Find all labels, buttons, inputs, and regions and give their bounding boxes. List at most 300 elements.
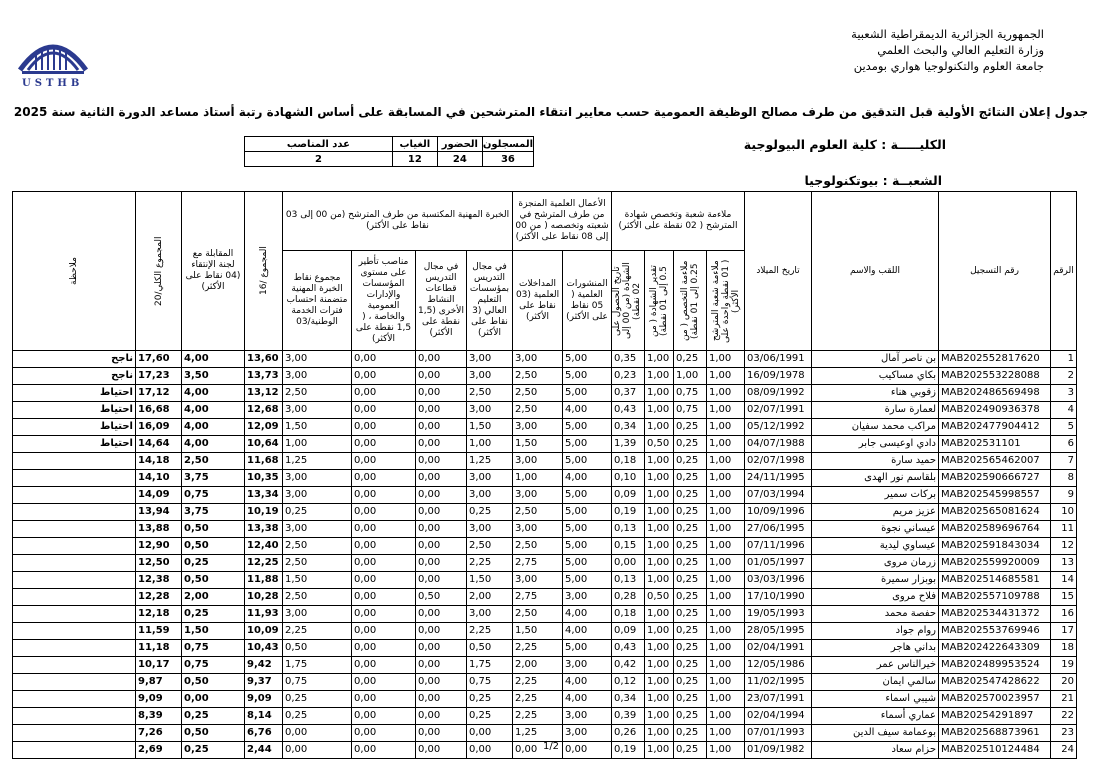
table-cell: 12,40 <box>245 538 283 555</box>
table-cell: 05/12/1992 <box>745 419 812 436</box>
table-cell: 8 <box>1051 470 1077 487</box>
table-cell: 0,13 <box>612 572 645 589</box>
col-c3 <box>645 251 674 351</box>
table-cell: 0,00 <box>352 555 416 572</box>
table-cell: MAB202534431372 <box>939 606 1051 623</box>
table-cell: 1,00 <box>645 572 674 589</box>
table-cell: 4,00 <box>563 691 612 708</box>
table-cell: 1,39 <box>612 436 645 453</box>
col-notes <box>13 192 136 351</box>
table-cell: 10,35 <box>245 470 283 487</box>
table-cell: 3,00 <box>513 419 563 436</box>
table-cell: 0,00 <box>352 742 416 759</box>
table-cell: 0,25 <box>467 504 513 521</box>
table-cell: 0,13 <box>612 521 645 538</box>
table-cell: 16,09 <box>136 419 182 436</box>
page-number: 1/2 <box>542 741 560 752</box>
table-cell: 02/04/1991 <box>745 640 812 657</box>
col-c10: مجموع نقاط الخبرة المهنية متضمنة احتساب فترات الخدمة الوطنية/03 <box>283 251 352 351</box>
table-cell: 0,00 <box>416 521 467 538</box>
table-cell: 1,00 <box>645 742 674 759</box>
table-cell: 0,00 <box>352 674 416 691</box>
table-cell: 1,00 <box>707 419 745 436</box>
table-cell: 0,00 <box>352 504 416 521</box>
table-cell: ناجح <box>13 351 136 368</box>
table-cell: 3,00 <box>467 402 513 419</box>
table-cell: 3,00 <box>513 487 563 504</box>
table-cell: 03/03/1996 <box>745 572 812 589</box>
table-cell: 18 <box>1051 640 1077 657</box>
table-cell: 3,00 <box>283 470 352 487</box>
table-cell: 0,42 <box>612 657 645 674</box>
present-label: الحضور <box>437 137 482 152</box>
table-cell <box>13 487 136 504</box>
table-cell: 1,00 <box>707 640 745 657</box>
table-cell: MAB202559920009 <box>939 555 1051 572</box>
table-cell: 02/04/1994 <box>745 708 812 725</box>
table-cell: 22 <box>1051 708 1077 725</box>
table-cell: 4,00 <box>563 623 612 640</box>
table-cell: 2,50 <box>467 538 513 555</box>
table-cell: 1,50 <box>513 436 563 453</box>
table-cell: 0,50 <box>182 521 245 538</box>
table-cell: 1,00 <box>645 419 674 436</box>
table-cell: 0,00 <box>467 725 513 742</box>
table-cell: 1,00 <box>707 606 745 623</box>
table-cell: 2,69 <box>136 742 182 759</box>
col-total20 <box>136 192 182 351</box>
table-cell: 1,00 <box>707 368 745 385</box>
table-cell: 3,75 <box>182 504 245 521</box>
table-cell: خيرالناس عمر <box>812 657 939 674</box>
table-cell: 07/03/1994 <box>745 487 812 504</box>
table-row <box>13 487 1077 504</box>
table-cell: 0,35 <box>612 351 645 368</box>
table-cell: 24/11/1995 <box>745 470 812 487</box>
table-cell: 1,00 <box>707 504 745 521</box>
table-cell: 5,00 <box>563 436 612 453</box>
table-row <box>13 674 1077 691</box>
table-cell: 3,00 <box>467 606 513 623</box>
table-cell: حميد سارة <box>812 453 939 470</box>
table-cell: 1,00 <box>645 708 674 725</box>
table-cell: 02/07/1991 <box>745 402 812 419</box>
table-cell: 0,19 <box>612 742 645 759</box>
table-cell: ناجح <box>13 368 136 385</box>
table-cell: 0,00 <box>416 674 467 691</box>
table-cell: 1,00 <box>707 623 745 640</box>
table-cell: 3,00 <box>563 725 612 742</box>
table-cell <box>13 623 136 640</box>
table-cell: 6 <box>1051 436 1077 453</box>
table-cell: 0,25 <box>283 708 352 725</box>
col-birth: تاريخ الميلاد <box>745 192 812 351</box>
table-cell: 12 <box>1051 538 1077 555</box>
table-cell: 13,38 <box>245 521 283 538</box>
table-cell: 0,00 <box>352 589 416 606</box>
table-cell: 07/01/1993 <box>745 725 812 742</box>
table-cell: 0,00 <box>352 572 416 589</box>
table-cell: 0,25 <box>674 708 707 725</box>
table-cell: 3,00 <box>513 453 563 470</box>
table-cell: 5,00 <box>563 419 612 436</box>
absent-label: الغياب <box>392 137 437 152</box>
table-cell: 4,00 <box>563 402 612 419</box>
table-cell: بكاي مساكيب <box>812 368 939 385</box>
table-cell: 0,50 <box>182 674 245 691</box>
table-cell: 1,00 <box>513 470 563 487</box>
table-cell <box>13 555 136 572</box>
table-cell <box>13 453 136 470</box>
table-cell: 6,76 <box>245 725 283 742</box>
table-cell: 5,00 <box>563 487 612 504</box>
col-notes-label: ملاحظة <box>69 257 79 285</box>
table-row <box>13 419 1077 436</box>
table-cell: 12,68 <box>245 402 283 419</box>
table-cell: 5,00 <box>563 555 612 572</box>
table-row <box>13 521 1077 538</box>
table-cell: مراكب محمد سفيان <box>812 419 939 436</box>
table-cell: 2,50 <box>513 538 563 555</box>
table-cell: 0,00 <box>612 555 645 572</box>
table-cell: 17 <box>1051 623 1077 640</box>
table-cell: 3,00 <box>563 708 612 725</box>
table-cell: 2,25 <box>513 640 563 657</box>
table-cell: 1,25 <box>513 725 563 742</box>
table-cell: MAB202514685581 <box>939 572 1051 589</box>
table-cell: 14,18 <box>136 453 182 470</box>
table-cell: 1,00 <box>645 351 674 368</box>
table-cell: 13,94 <box>136 504 182 521</box>
table-cell: 0,37 <box>612 385 645 402</box>
table-cell: 1,00 <box>645 470 674 487</box>
col-reg: رقم التسجيل <box>939 192 1051 351</box>
table-cell: 3,00 <box>513 351 563 368</box>
table-cell: 3,00 <box>283 351 352 368</box>
table-cell: 0,75 <box>182 487 245 504</box>
table-cell: 0,00 <box>416 708 467 725</box>
table-cell: 0,25 <box>467 691 513 708</box>
table-cell: احتياط <box>13 402 136 419</box>
table-cell: بوعمامة سيف الدين <box>812 725 939 742</box>
table-cell: 16 <box>1051 606 1077 623</box>
table-cell: 7 <box>1051 453 1077 470</box>
table-cell: 10 <box>1051 504 1077 521</box>
table-cell: 0,00 <box>352 708 416 725</box>
table-cell: 0,00 <box>352 470 416 487</box>
table-cell <box>13 538 136 555</box>
table-cell: فلاح مروى <box>812 589 939 606</box>
table-cell: 4,00 <box>182 351 245 368</box>
table-cell: 0,75 <box>283 674 352 691</box>
table-cell: MAB202477904412 <box>939 419 1051 436</box>
table-cell: MAB202553228088 <box>939 368 1051 385</box>
table-cell <box>13 674 136 691</box>
table-cell: 1,00 <box>674 368 707 385</box>
table-cell: احتياط <box>13 419 136 436</box>
table-cell: 0,75 <box>467 674 513 691</box>
table-cell: 2,50 <box>182 453 245 470</box>
table-cell: 01/09/1982 <box>745 742 812 759</box>
table-cell: 0,23 <box>612 368 645 385</box>
table-cell: زرمان مروى <box>812 555 939 572</box>
table-cell: 20 <box>1051 674 1077 691</box>
table-cell: 10,28 <box>245 589 283 606</box>
table-row <box>13 640 1077 657</box>
results-body <box>13 351 1077 759</box>
table-cell: 4,00 <box>563 674 612 691</box>
table-cell: 2,75 <box>513 555 563 572</box>
table-row <box>13 708 1077 725</box>
registered-value: 36 <box>482 152 533 167</box>
table-cell: 1,50 <box>467 419 513 436</box>
table-row <box>13 657 1077 674</box>
table-cell: 16/09/1978 <box>745 368 812 385</box>
header-line: وزارة التعليم العالي والبحث العلمي <box>877 43 1044 57</box>
table-cell: 1,00 <box>707 402 745 419</box>
col-num: الرقم <box>1051 192 1077 351</box>
table-cell: 2,25 <box>467 623 513 640</box>
table-cell: 0,00 <box>352 402 416 419</box>
table-cell: 0,25 <box>182 606 245 623</box>
table-cell: 0,00 <box>416 555 467 572</box>
table-cell: MAB202545998557 <box>939 487 1051 504</box>
table-cell: 2 <box>1051 368 1077 385</box>
table-cell: 1,50 <box>513 623 563 640</box>
table-cell: 2,00 <box>182 589 245 606</box>
table-cell: 1,00 <box>707 657 745 674</box>
table-cell: 17,12 <box>136 385 182 402</box>
table-cell: 07/11/1996 <box>745 538 812 555</box>
col-c2-label: ملاءمة التخصص ( من 0.25 إلى 01 نقطة) <box>680 260 701 341</box>
table-cell: 12,25 <box>245 555 283 572</box>
table-cell: 13,73 <box>245 368 283 385</box>
table-cell: 12,50 <box>136 555 182 572</box>
table-cell: 0,00 <box>416 385 467 402</box>
table-cell: 12/05/1986 <box>745 657 812 674</box>
table-cell: 1,00 <box>707 742 745 759</box>
col-total16-label: المجموع /16 <box>258 246 269 296</box>
table-cell: 12,09 <box>245 419 283 436</box>
table-cell: 0,25 <box>467 708 513 725</box>
table-cell: 0,12 <box>612 674 645 691</box>
table-cell: 0,50 <box>283 640 352 657</box>
table-cell: 0,25 <box>674 521 707 538</box>
table-cell: 1,00 <box>707 487 745 504</box>
table-cell: 12,28 <box>136 589 182 606</box>
table-row <box>13 351 1077 368</box>
table-cell: 17/10/1990 <box>745 589 812 606</box>
table-cell: 10,17 <box>136 657 182 674</box>
table-cell: بداني هاجر <box>812 640 939 657</box>
table-cell: 0,75 <box>674 402 707 419</box>
table-cell: 0,25 <box>674 640 707 657</box>
table-cell: 0,39 <box>612 708 645 725</box>
table-cell: 0,25 <box>674 419 707 436</box>
table-cell: 1,00 <box>707 538 745 555</box>
table-cell <box>13 606 136 623</box>
table-cell: MAB202490936378 <box>939 402 1051 419</box>
table-row <box>13 368 1077 385</box>
table-cell: احتياط <box>13 385 136 402</box>
table-cell: 4,00 <box>182 385 245 402</box>
table-cell: 0,75 <box>182 640 245 657</box>
table-cell: 4,00 <box>182 419 245 436</box>
table-cell: احتياط <box>13 436 136 453</box>
table-cell: 2,25 <box>467 555 513 572</box>
table-cell: 2,50 <box>513 504 563 521</box>
table-cell: 0,00 <box>416 742 467 759</box>
col-interview: المقابلة مع لجنة الإنتقاء (04 نقاط على الأكثر) <box>182 192 245 351</box>
table-cell: MAB202553769946 <box>939 623 1051 640</box>
table-cell: 24 <box>1051 742 1077 759</box>
group-specialty: ملاءمة شعبة وتخصص شهادة المترشح ( 02 نقطة على الأكثر) <box>612 192 745 251</box>
table-cell: 0,00 <box>563 742 612 759</box>
table-cell: 0,00 <box>416 538 467 555</box>
table-cell: سالمي ايمان <box>812 674 939 691</box>
table-row <box>13 402 1077 419</box>
table-cell: 0,00 <box>283 725 352 742</box>
table-cell: 19/05/1993 <box>745 606 812 623</box>
logo-arch-icon <box>16 30 90 76</box>
table-cell: 5,00 <box>563 640 612 657</box>
table-cell: 3,00 <box>467 487 513 504</box>
table-cell: 13 <box>1051 555 1077 572</box>
table-cell: 2,44 <box>245 742 283 759</box>
table-cell: 1,00 <box>645 674 674 691</box>
table-cell: 10,43 <box>245 640 283 657</box>
table-cell: شيبي اسماء <box>812 691 939 708</box>
institution-header <box>851 26 1044 74</box>
table-cell: 0,00 <box>513 742 563 759</box>
table-cell: 3,00 <box>467 521 513 538</box>
table-cell: 10,09 <box>245 623 283 640</box>
table-cell: 0,18 <box>612 606 645 623</box>
table-cell <box>13 640 136 657</box>
table-cell: 1,50 <box>283 419 352 436</box>
table-cell: 8,14 <box>245 708 283 725</box>
table-cell: 1,50 <box>182 623 245 640</box>
table-cell: 5,00 <box>563 453 612 470</box>
table-cell: 0,50 <box>416 589 467 606</box>
table-cell: 1,00 <box>645 385 674 402</box>
table-cell: 1,00 <box>707 589 745 606</box>
table-cell: 0,00 <box>352 725 416 742</box>
table-cell: 14,64 <box>136 436 182 453</box>
table-cell: 1,00 <box>707 725 745 742</box>
table-cell: 0,75 <box>674 385 707 402</box>
table-cell: 0,18 <box>612 453 645 470</box>
table-cell: 2,25 <box>513 691 563 708</box>
table-cell: 9,09 <box>245 691 283 708</box>
table-cell: 2,50 <box>467 385 513 402</box>
table-cell: 12,90 <box>136 538 182 555</box>
table-cell: MAB202590666727 <box>939 470 1051 487</box>
table-cell: 0,00 <box>416 402 467 419</box>
table-cell: 7,26 <box>136 725 182 742</box>
table-cell: 3,00 <box>563 657 612 674</box>
table-cell: 2,50 <box>513 402 563 419</box>
table-cell: 5,00 <box>563 572 612 589</box>
table-cell <box>13 589 136 606</box>
table-cell <box>13 725 136 742</box>
table-cell: 0,25 <box>674 436 707 453</box>
table-cell: 28/05/1995 <box>745 623 812 640</box>
table-cell: 0,25 <box>674 453 707 470</box>
table-cell: 0,15 <box>612 538 645 555</box>
table-cell: 0,00 <box>416 504 467 521</box>
table-cell: 1,00 <box>645 606 674 623</box>
table-cell: MAB202422643309 <box>939 640 1051 657</box>
table-cell: 0,00 <box>416 351 467 368</box>
table-cell: 0,00 <box>416 691 467 708</box>
table-cell: 0,25 <box>182 555 245 572</box>
table-cell: 0,75 <box>182 657 245 674</box>
table-cell: 3,00 <box>563 589 612 606</box>
table-cell: 0,00 <box>352 538 416 555</box>
table-cell: 0,09 <box>612 487 645 504</box>
posts-value: 2 <box>245 152 393 167</box>
table-cell <box>13 521 136 538</box>
table-cell: 10,19 <box>245 504 283 521</box>
table-cell: 0,25 <box>674 691 707 708</box>
faculty-label: الكليـــــة : كلية العلوم البيولوجية <box>743 137 946 152</box>
table-cell: 0,00 <box>416 640 467 657</box>
table-cell: 9,37 <box>245 674 283 691</box>
table-cell: 1,00 <box>645 691 674 708</box>
table-cell: 2,25 <box>513 708 563 725</box>
table-cell: 0,25 <box>674 589 707 606</box>
table-cell: حزام سعاد <box>812 742 939 759</box>
col-c1 <box>707 251 745 351</box>
table-cell: 11,18 <box>136 640 182 657</box>
table-cell: لعمارة سارة <box>812 402 939 419</box>
table-cell: 0,34 <box>612 419 645 436</box>
table-cell: 0,00 <box>352 368 416 385</box>
table-cell: MAB202486569498 <box>939 385 1051 402</box>
table-cell: 1,50 <box>467 572 513 589</box>
table-cell: 0,00 <box>416 572 467 589</box>
table-cell: 1,00 <box>645 487 674 504</box>
table-cell: MAB20254291897 <box>939 708 1051 725</box>
table-cell: 0,34 <box>612 691 645 708</box>
table-cell: 0,00 <box>416 623 467 640</box>
table-cell: 14,10 <box>136 470 182 487</box>
table-cell: 0,25 <box>674 538 707 555</box>
table-cell: بركات سمير <box>812 487 939 504</box>
table-cell: 3,00 <box>283 521 352 538</box>
table-cell: 5,00 <box>563 504 612 521</box>
table-cell: 0,50 <box>645 436 674 453</box>
table-cell: 12,18 <box>136 606 182 623</box>
table-cell: 21 <box>1051 691 1077 708</box>
table-row <box>13 572 1077 589</box>
table-cell: 1,00 <box>645 368 674 385</box>
table-cell: 03/06/1991 <box>745 351 812 368</box>
table-cell: 0,00 <box>416 606 467 623</box>
table-cell: 0,00 <box>467 742 513 759</box>
table-cell: 0,10 <box>612 470 645 487</box>
table-cell: 0,43 <box>612 640 645 657</box>
table-row <box>13 606 1077 623</box>
table-cell: 1,00 <box>645 657 674 674</box>
table-cell: 0,26 <box>612 725 645 742</box>
table-cell: 0,50 <box>182 538 245 555</box>
table-cell <box>13 572 136 589</box>
table-cell: MAB202552817620 <box>939 351 1051 368</box>
col-c6: المداخلات العلمية (03 نقاط على الأكثر) <box>513 251 563 351</box>
table-cell: 1,00 <box>283 436 352 453</box>
